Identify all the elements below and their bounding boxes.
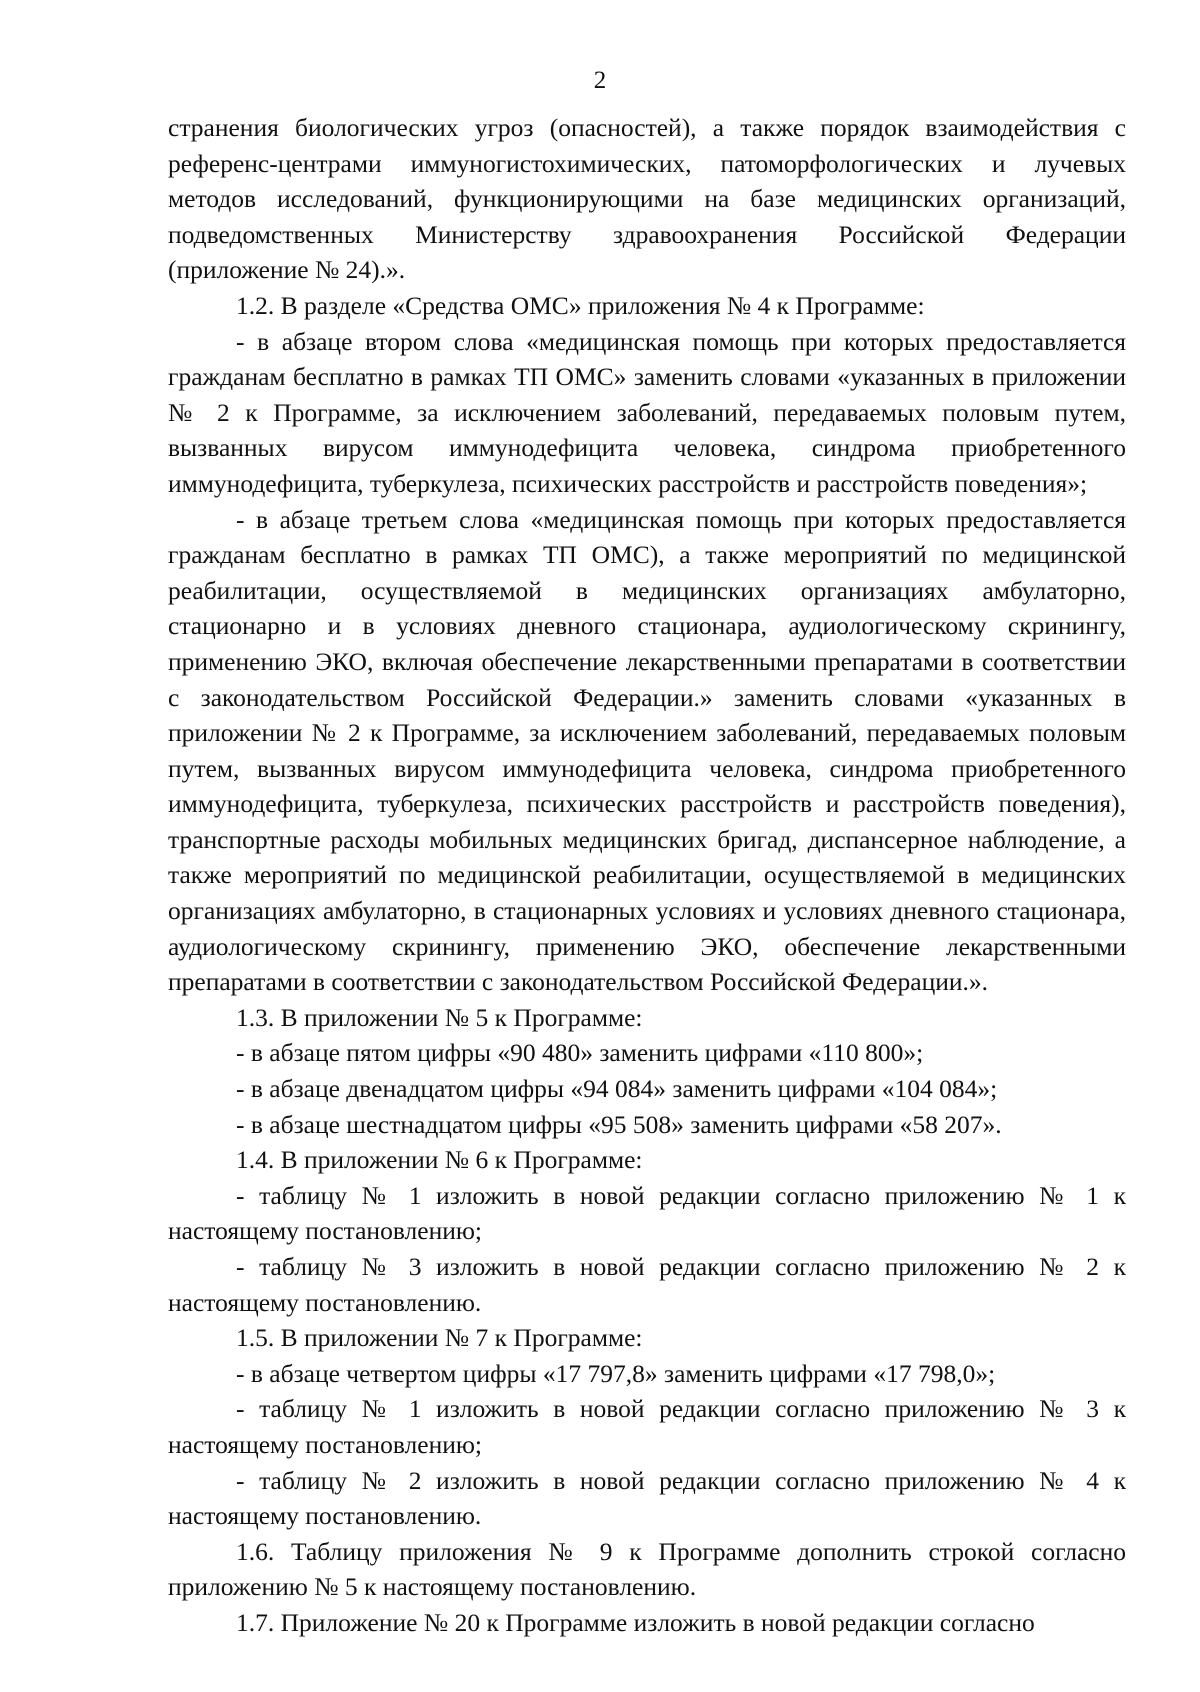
paragraph-10: - таблицу № 1 изложить в новой редакции согласно приложению № 1 к настоящему постановлению; [168, 1180, 1126, 1246]
paragraph-1: странения биологических угроз (опасностей), а также порядок взаимодействия с референс-центрами иммуногистохимических, патоморфологических и лучевых методов исследований, функционирующими на базе медицинских организаций, подведомственных Министерству здравоохранения Российской Федерации (приложение № 24).». [168, 113, 1126, 285]
paragraph-14: - таблицу № 1 изложить в новой редакции согласно приложению № 3 к настоящему постановлению; [168, 1394, 1126, 1459]
paragraph-3: - в абзаце втором слова «медицинская помощь при которых предоставляется гражданам бесплатно в рамках ТП ОМС» заменить словами «указанных в приложении № 2 к Программе, за исключением заболеваний, передаваемых половым путем, вызванных вирусом иммунодефицита человека, синдрома приобретенного иммунодефицита, туберкулеза, психических расстройств и расстройств поведения»; [168, 326, 1126, 498]
paragraph-13: - в абзаце четвертом цифры «17 797,8» заменить цифрами «17 798,0»; [236, 1358, 996, 1388]
paragraph-8: - в абзаце шестнадцатом цифры «95 508» заменить цифрами «58 207». [236, 1109, 1002, 1139]
paragraph-4: - в абзаце третьем слова «медицинская помощь при которых предоставляется гражданам бесплатно в рамках ТП ОМС), а также мероприятий по медицинской реабилитации, осуществляемой в медицинских организациях амбулаторно, стационарно и в условиях дневного стационара, аудиологическому скринингу, применению ЭКО, включая обеспечение лекарственными препаратами в соответствии с законодательством Российской Федерации.» заменить словами «указанных в приложении № 2 к Программе, за исключением заболеваний, передаваемых половым путем, вызванных вирусом иммунодефицита человека, синдрома приобретенного иммунодефицита, туберкулеза, психических расстройств и расстройств поведения), транспортные расходы мобильных медицинских бригад, диспансерное наблюдение, а также мероприятий по медицинской реабилитации, осуществляемой в медицинских организациях амбулаторно, в стационарных условиях и условиях дневного стационара, аудиологическому скринингу, применению ЭКО, обеспечение лекарственными препаратами в соответствии с законодательством Российской Федерации.». [168, 504, 1126, 997]
paragraph-2: 1.2. В разделе «Средства ОМС» приложения № 4 к Программе: [236, 290, 925, 320]
paragraph-11: - таблицу № 3 изложить в новой редакции согласно приложению № 2 к настоящему постановлению. [168, 1252, 1126, 1317]
paragraph-16: 1.6. Таблицу приложения № 9 к Программе дополнить строкой согласно приложению № 5 к настоящему постановлению. [168, 1536, 1126, 1602]
paragraph-7: - в абзаце двенадцатом цифры «94 084» заменить цифрами «104 084»; [236, 1074, 998, 1104]
paragraph-12: 1.5. В приложении № 7 к Программе: [236, 1323, 643, 1353]
paragraph-5: 1.3. В приложении № 5 к Программе: [236, 1002, 643, 1032]
paragraph-15: - таблицу № 2 изложить в новой редакции согласно приложению № 4 к настоящему постановлению. [168, 1465, 1126, 1531]
paragraph-9: 1.4. В приложении № 6 к Программе: [236, 1145, 643, 1175]
document-body [168, 110, 1126, 1641]
paragraph-17: 1.7. Приложение № 20 к Программе изложить в новой редакции согласно [236, 1607, 1035, 1637]
page-number: 2 [593, 67, 607, 94]
paragraph-6: - в абзаце пятом цифры «90 480» заменить цифрами «110 800»; [236, 1038, 924, 1068]
